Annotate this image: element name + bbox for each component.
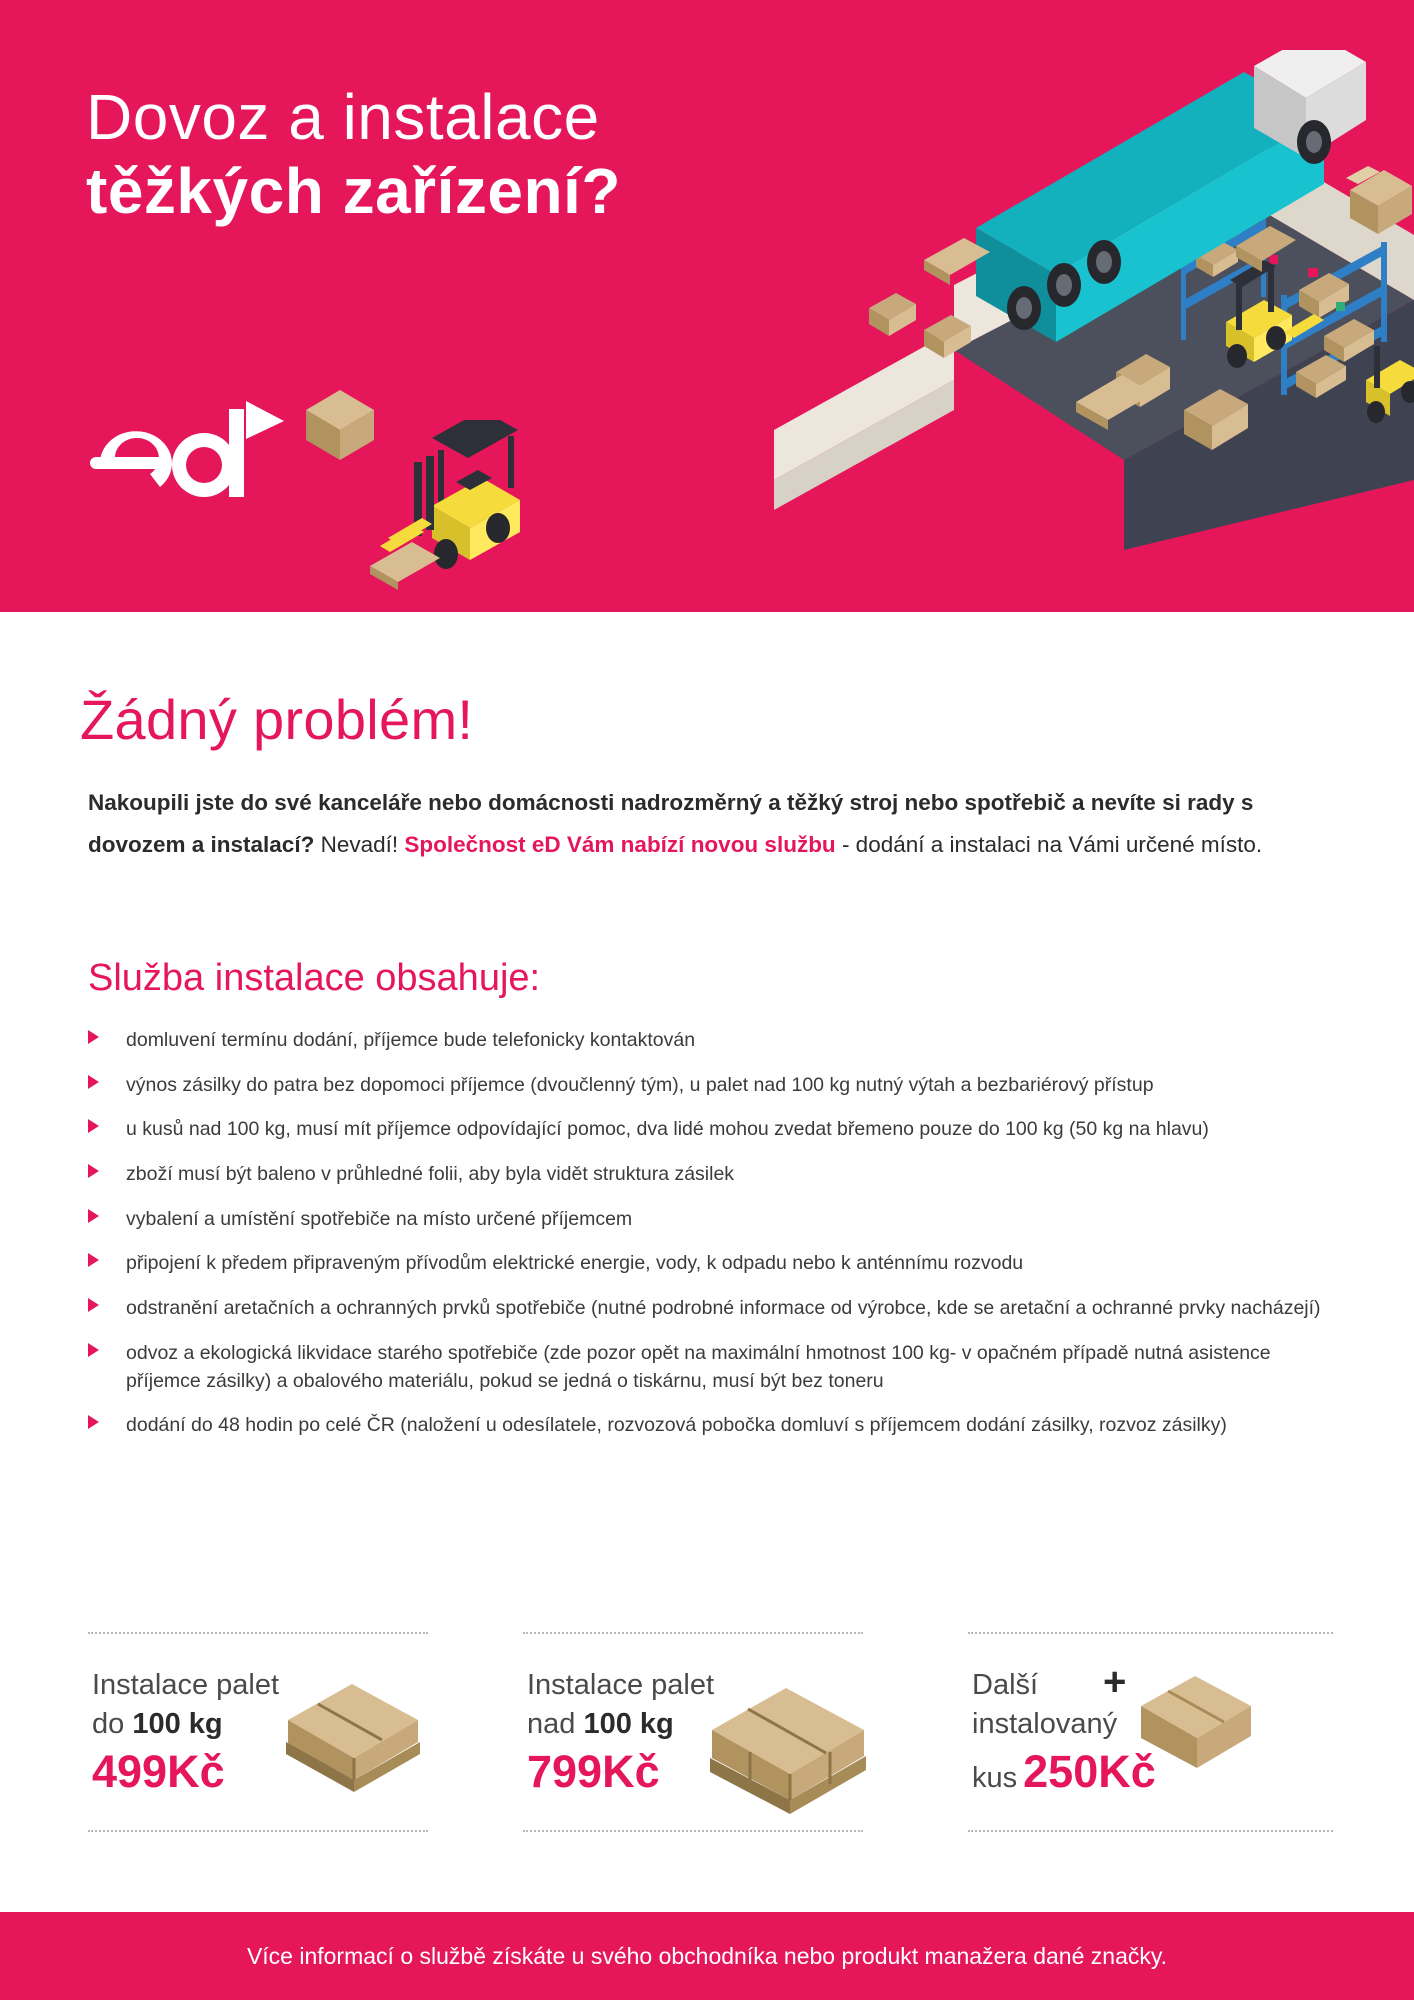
hero-title-line-1: Dovoz a instalace xyxy=(86,81,600,153)
pallet-stack-icon xyxy=(698,1672,883,1832)
list-item-text: domluvení termínu dodání, příjemce bude telefonicky kontaktován xyxy=(126,1029,696,1051)
price-card-1-line-2-bold: 100 kg xyxy=(132,1708,223,1741)
price-card-1-price: 499Kč xyxy=(92,1746,225,1798)
price-card-3-text xyxy=(972,1666,1156,1798)
list-item xyxy=(88,1206,1338,1234)
price-card-extra-piece xyxy=(968,1632,1333,1832)
ed-logo xyxy=(86,395,316,505)
price-card-2-line-2-bold: 100 kg xyxy=(583,1708,674,1741)
bullet-triangle-icon xyxy=(88,1030,99,1044)
service-list xyxy=(88,1027,1338,1457)
intro-paragraph xyxy=(88,782,1333,865)
pricing-row xyxy=(88,1632,1333,1847)
hero-banner xyxy=(0,0,1414,612)
bullet-triangle-icon xyxy=(88,1119,99,1133)
bullet-triangle-icon xyxy=(88,1075,99,1089)
list-item xyxy=(88,1295,1338,1323)
price-card-1-line-1: Instalace palet xyxy=(92,1669,280,1701)
footer-text: Více informací o službě získáte u svého obchodníka nebo produkt manažera dané značky. xyxy=(246,1942,1168,1969)
price-card-pallet-under-100 xyxy=(88,1632,428,1832)
bullet-triangle-icon xyxy=(88,1209,99,1223)
price-card-3-price: 250Kč xyxy=(1023,1746,1156,1798)
pallet-icon xyxy=(278,1674,433,1804)
list-item xyxy=(88,1116,1338,1144)
warehouse-illustration xyxy=(624,50,1414,570)
intro-mid: Nevadí! xyxy=(314,831,405,857)
cardboard-box-icon xyxy=(300,380,410,470)
price-card-2-line-1: Instalace palet xyxy=(527,1669,715,1701)
intro-bold: Nakoupili jste do své kanceláře nebo domácnosti nadrozměrný a těžký stroj nebo spotřebič a nevíte si rady s dovozem a instalací? xyxy=(88,790,1254,857)
price-card-pallet-over-100 xyxy=(523,1632,863,1832)
price-card-1-line-2-pre: do xyxy=(92,1708,133,1741)
footer-bar xyxy=(0,1912,1414,2000)
price-card-2-line-2-pre: nad xyxy=(527,1708,584,1741)
main-content xyxy=(0,612,1414,1912)
plus-icon: + xyxy=(1103,1660,1127,1704)
price-card-2-price: 799Kč xyxy=(527,1746,660,1798)
bullet-triangle-icon xyxy=(88,1343,99,1357)
bullet-triangle-icon xyxy=(88,1415,99,1429)
list-item-text: připojení k předem připraveným přívodům elektrické energie, vody, k odpadu nebo k anténnímu rozvodu xyxy=(126,1252,1024,1275)
intro-highlight: Společnost eD Vám nabízí novou službu xyxy=(404,831,836,857)
page-headline: Žádný problém! xyxy=(80,688,474,751)
list-item xyxy=(88,1027,1338,1055)
list-item-text: dodání do 48 hodin po celé ČR (naložení u odesílatele, rozvozová pobočka domluví s příjemcem dodání zásilky, rozvoz zásilky) xyxy=(126,1414,1227,1437)
service-subheadline: Služba instalace obsahuje: xyxy=(88,957,541,999)
list-item-text: u kusů nad 100 kg, musí mít příjemce odpovídající pomoc, dva lidé mohou zvedat břemeno pouze do 100 kg (50 kg na hlavu) xyxy=(126,1118,1209,1141)
list-item xyxy=(88,1412,1338,1440)
list-item-text: odstranění aretačních a ochranných prvků spotřebiče (nutné podrobné informace od výrobce, kde se aretační a ochranné prvky nacházejí) xyxy=(126,1297,1321,1320)
price-card-3-line-3: kus xyxy=(972,1762,1018,1795)
bullet-triangle-icon xyxy=(88,1253,99,1267)
hero-title-line-2: těžkých zařízení? xyxy=(86,155,621,227)
bullet-triangle-icon xyxy=(88,1164,99,1178)
list-item xyxy=(88,1161,1338,1189)
list-item-text: vybalení a umístění spotřebiče na místo určené příjemcem xyxy=(126,1207,633,1230)
list-item-text: výnos zásilky do patra bez dopomoci příjemce (dvoučlenný tým), u palet nad 100 kg nutný výtah a bezbariérový přístup xyxy=(126,1073,1154,1096)
price-card-2-text xyxy=(527,1666,714,1798)
price-card-3-line-2: instalovaný xyxy=(972,1708,1118,1741)
bullet-triangle-icon xyxy=(88,1298,99,1312)
price-card-1-text xyxy=(92,1666,279,1798)
hero-title xyxy=(86,81,621,227)
list-item xyxy=(88,1250,1338,1278)
list-item xyxy=(88,1340,1338,1395)
price-card-3-line-1: Další xyxy=(972,1669,1039,1701)
intro-tail: - dodání a instalaci na Vámi určené místo. xyxy=(835,831,1263,857)
list-item-text: zboží musí být baleno v průhledné folii, aby byla vidět struktura zásilek xyxy=(126,1163,735,1186)
list-item-text: odvoz a ekologická likvidace starého spotřebiče (zde pozor opět na maximální hmotnost 100 kg- v opačném případě nutná asistence příjemce zásilky) a obalového materiálu, pokud se jedná o tiskárnu, musí být bez toneru xyxy=(126,1341,1271,1392)
list-item xyxy=(88,1072,1338,1100)
